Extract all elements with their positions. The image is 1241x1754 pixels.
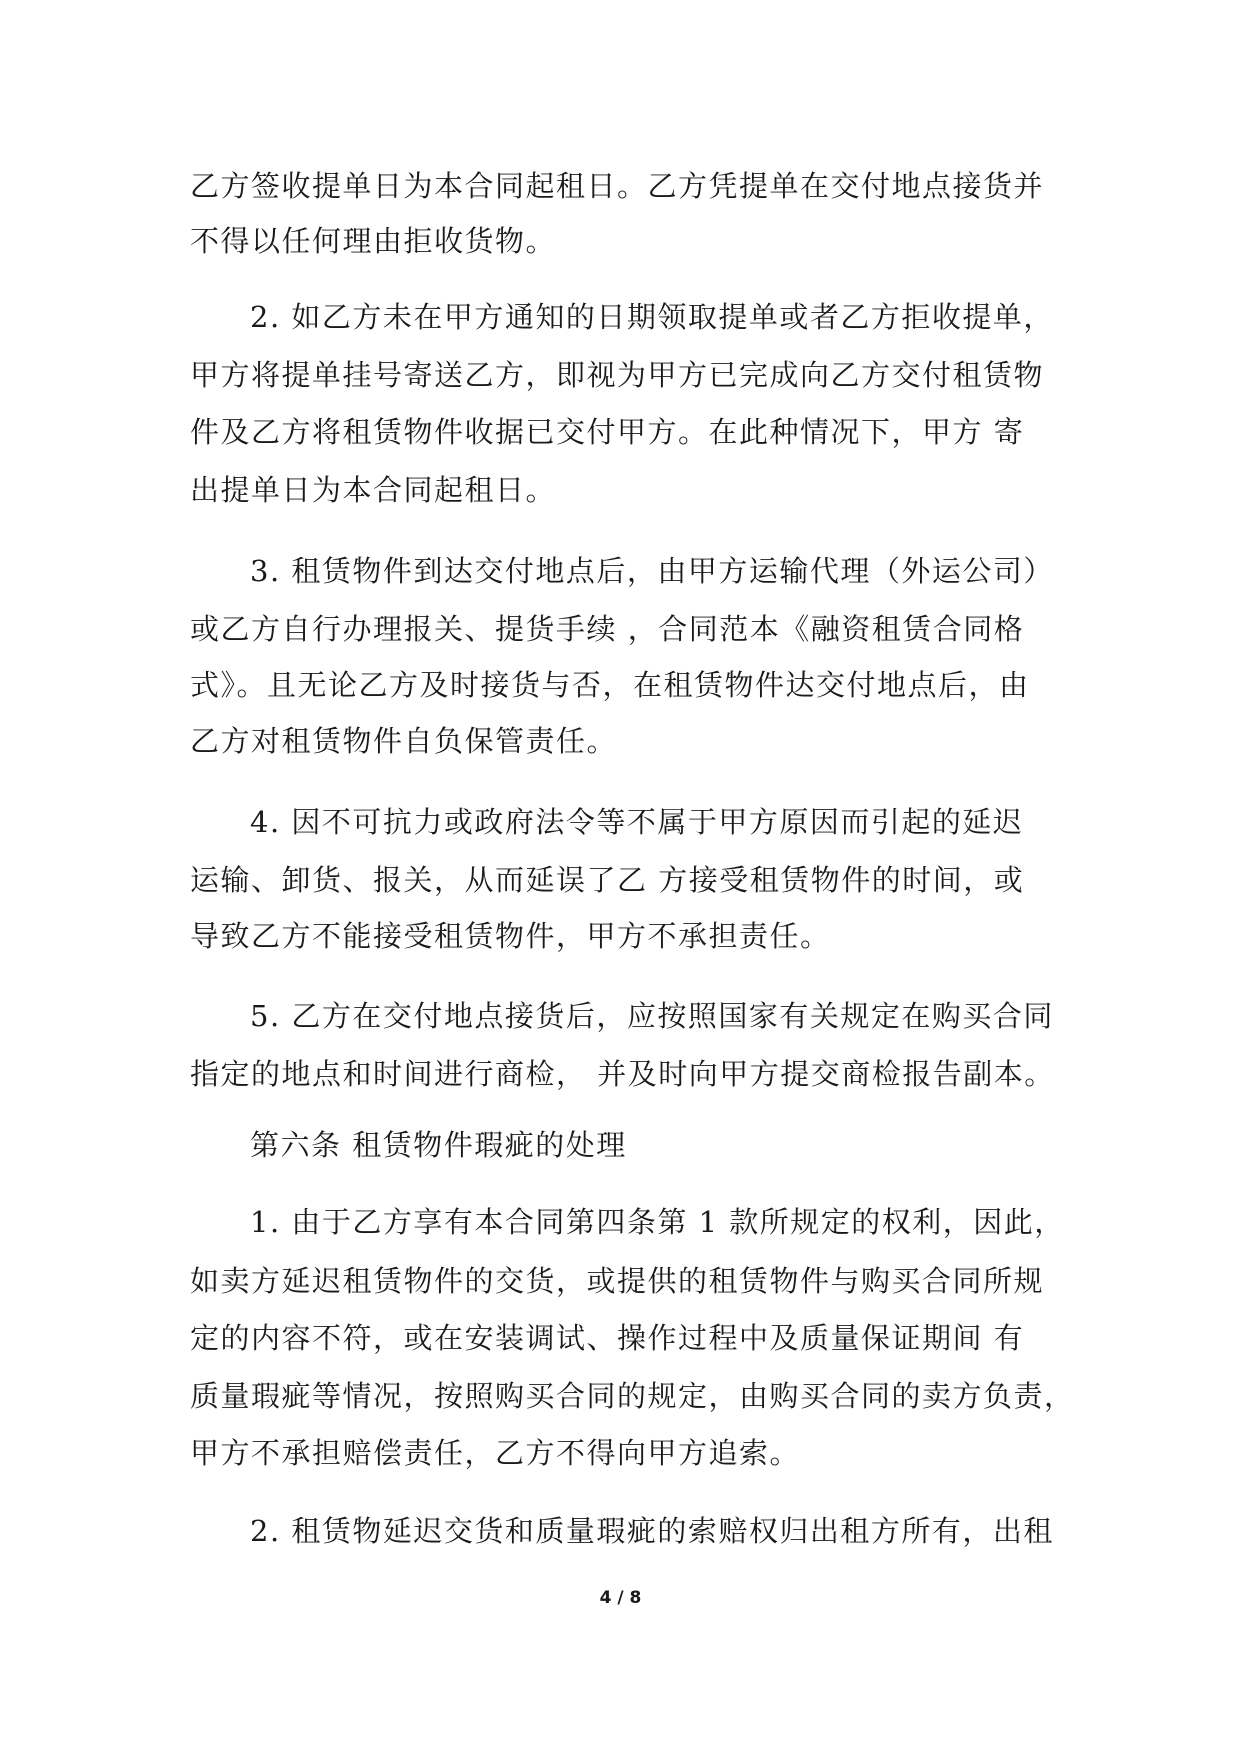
body-text-line: 乙方签收提单日为本合同起租日。乙方凭提单在交付地点接货并 (190, 169, 1045, 203)
body-text-line: 质量瑕疵等情况，按照购买合同的规定，由购买合同的卖方负责， (190, 1379, 1075, 1413)
body-text-line: 1. 由于乙方享有本合同第四条第 1 款所规定的权利，因此， (250, 1205, 1065, 1239)
body-text-line: 式》。且无论乙方及时接货与否，在租赁物件达交付地点后，由 (190, 668, 1030, 702)
body-text-line: 件及乙方将租赁物件收据已交付甲方。在此种情况下，甲方 寄 (190, 415, 1025, 449)
body-text-line: 乙方对租赁物件自负保管责任。 (190, 724, 618, 758)
body-text-line: 5. 乙方在交付地点接货后，应按照国家有关规定在购买合同 (250, 999, 1054, 1033)
body-text-line: 导致乙方不能接受租赁物件，甲方不承担责任。 (190, 919, 831, 953)
body-text-line: 或乙方自行办理报关、提货手续 ，合同范本《融资租赁合同格 (190, 612, 1025, 646)
body-text-line: 出提单日为本合同起租日。 (190, 473, 557, 507)
body-text-line: 甲方将提单挂号寄送乙方，即视为甲方已完成向乙方交付租赁物 (190, 358, 1045, 392)
body-text-line: 甲方不承担赔偿责任，乙方不得向甲方追索。 (190, 1436, 801, 1470)
body-text-line: 运输、卸货、报关，从而延误了乙 方接受租赁物件的时间，或 (190, 863, 1025, 897)
section-heading: 第六条 租赁物件瑕疵的处理 (250, 1128, 627, 1162)
body-text-line: 指定的地点和时间进行商检， 并及时向甲方提交商检报告副本。 (190, 1057, 1055, 1091)
body-text-line: 如卖方延迟租赁物件的交货，或提供的租赁物件与购买合同所规 (190, 1264, 1045, 1298)
body-text-line: 2. 如乙方未在甲方通知的日期领取提单或者乙方拒收提单， (250, 300, 1054, 334)
body-text-line: 3. 租赁物件到达交付地点后，由甲方运输代理（外运公司） (250, 554, 1054, 588)
body-text-line: 定的内容不符，或在安装调试、操作过程中及质量保证期间 有 (190, 1321, 1025, 1355)
page-number: 4 / 8 (599, 1588, 642, 1608)
body-text-line: 4. 因不可抗力或政府法令等不属于甲方原因而引起的延迟 (250, 805, 1024, 839)
body-text-line: 2. 租赁物延迟交货和质量瑕疵的索赔权归出租方所有，出租 (250, 1514, 1054, 1548)
body-text-line: 不得以任何理由拒收货物。 (190, 224, 557, 258)
